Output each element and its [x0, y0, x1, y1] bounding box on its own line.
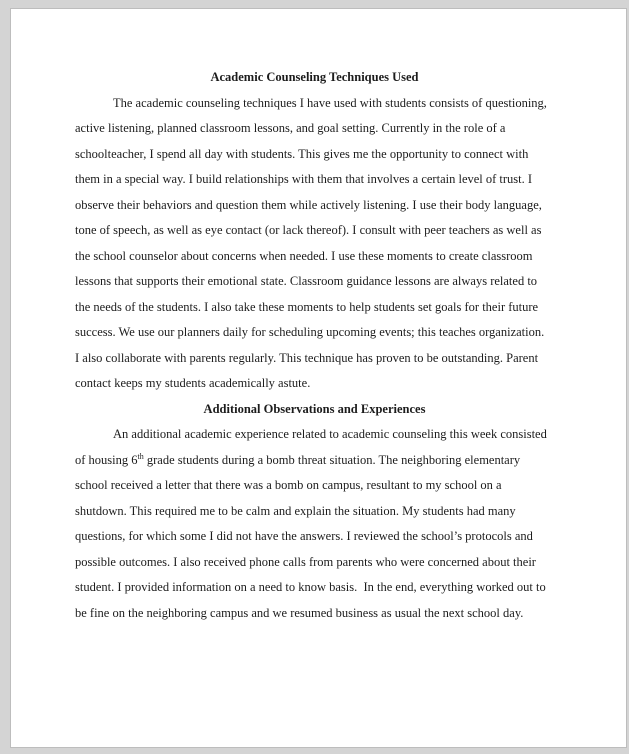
paragraph2-text-before-superscript: An additional academic experience related to academic counseling this week consisted of housing 6	[75, 427, 550, 467]
ordinal-superscript: th	[137, 451, 144, 461]
paragraph2-text-after-superscript: grade students during a bomb threat situation. The neighboring elementary school received a letter that there was a bomb on campus, resultant to my school on a shutdown. This required me to be calm and explain the situation. My students had many questions, for which some I did not have the answers. I reviewed the school’s protocols and possible outcomes. I also received phone calls from parents who were concerned about their student. I provided information on a need to know basis. In the end, everything worked out to be fine on the neighboring campus and we resumed business as usual the next school day.	[75, 452, 549, 620]
paragraph-additional-observations	[75, 422, 554, 626]
heading-additional-observations: Additional Observations and Experiences	[203, 401, 426, 416]
paragraph-academic-counseling: The academic counseling techniques I have used with students consists of questioning, active listening, planned classroom lessons, and goal setting. Currently in the role of a schoolteacher, I spend all day with students. This gives me the opportunity to connect with them in a special way. I build relationships with them that involves a certain level of trust. I observe their behaviors and question them while actively listening. I use their body language, tone of speech, as well as eye contact (or lack thereof). I consult with peer teachers as well as the school counselor about concerns when needed. I use these moments to create classroom lessons that supports their emotional state. Classroom guidance lessons are always related to the needs of the students. I also take these moments to help students set goals for their future success. We use our planners daily for scheduling upcoming events; this teaches organization. I also collaborate with parents regularly. This technique has proven to be outstanding. Parent contact keeps my students academically astute.	[75, 95, 551, 390]
heading-academic-counseling-techniques: Academic Counseling Techniques Used	[210, 70, 419, 84]
document-page[interactable]	[10, 8, 627, 748]
